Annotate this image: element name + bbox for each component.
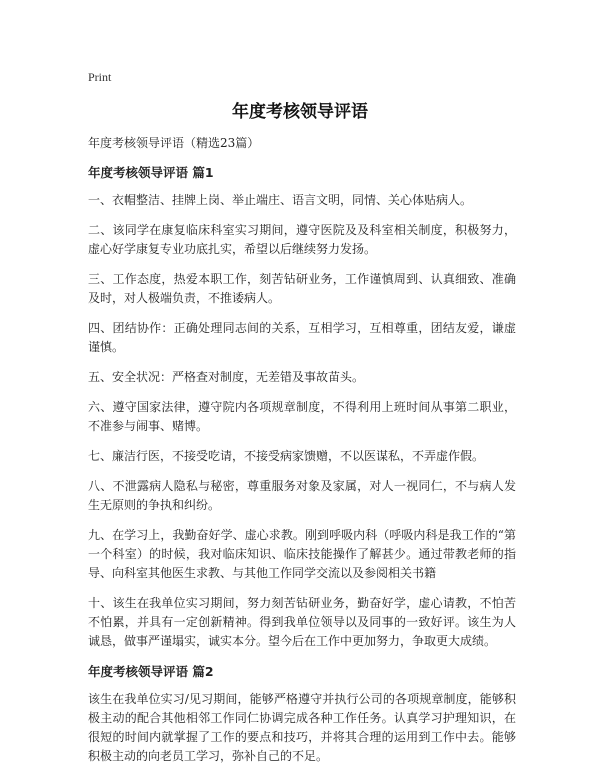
section-2 — [88, 662, 516, 766]
section-1 — [88, 163, 516, 651]
paragraph: 二、该同学在康复临床科室实习期间，遵守医院及及科室相关制度，积极努力，虚心好学康复专业功底扎实，希望以后继续努力发扬。 — [88, 223, 516, 256]
paragraph: 四、团结协作：正确处理同志间的关系，互相学习，互相尊重，团结友爱，谦虚谨慎。 — [88, 321, 516, 354]
paragraph: 该生在我单位实习/见习期间，能够严格遵守并执行公司的各项规章制度，能够积极主动的配合其他相邻工作同仁协调完成各种工作任务。认真学习护理知识，在很短的时间内就掌握了工作的要点和技巧，并将其合理的运用到工作中去。能够积极主动的向老员工学习，弥补自己的不足。 — [88, 692, 516, 763]
paragraph: 三、工作态度，热爱本职工作，刻苦钻研业务，工作谨慎周到、认真细致、准确及时，对人极端负责，不推诿病人。 — [88, 272, 516, 305]
paragraph: 八、不泄露病人隐私与秘密，尊重服务对象及家属，对人一视同仁，不与病人发生无原则的争执和纠纷。 — [88, 479, 516, 512]
paragraph: 九、在学习上，我勤奋好学、虚心求教。刚到呼吸内科（呼吸内科是我工作的“第一个科室）的时候，我对临床知识、临床技能操作了解甚少。通过带教老师的指导、向科室其他医生求教、与其他工作同学交流以及参阅相关书籍 — [88, 528, 516, 580]
paragraph: 一、衣帽整洁、挂牌上岗、举止端庄、语言文明，同情、关心体贴病人。 — [88, 193, 473, 207]
article-subtitle: 年度考核领导评语（精选23篇） — [88, 136, 260, 150]
paragraph: 六、遵守国家法律，遵守院内各项规章制度，不得利用上班时间从事第二职业，不准参与闹事、赌博。 — [88, 400, 516, 433]
paragraph: 七、廉洁行医，不接受吃请，不接受病家馈赠，不以医谋私，不弄虚作假。 — [88, 449, 485, 463]
paragraph: 十、该生在我单位实习期间，努力刻苦钻研业务，勤奋好学，虚心请教，不怕苦不怕累，并具有一定创新精神。得到我单位领导以及同事的一致好评。该生为人诚恳，做事严谨塌实，诚实本分。望今后在工作中更加努力，争取更大成绩。 — [88, 596, 516, 648]
section-heading: 年度考核领导评语 篇2 — [88, 664, 214, 679]
print-link[interactable]: Print — [88, 70, 112, 84]
page-title: 年度考核领导评语 — [232, 102, 368, 122]
paragraph: 五、安全状况：严格查对制度，无差错及事故苗头。 — [88, 370, 365, 384]
section-heading: 年度考核领导评语 篇1 — [88, 165, 214, 180]
article-body — [88, 133, 516, 777]
